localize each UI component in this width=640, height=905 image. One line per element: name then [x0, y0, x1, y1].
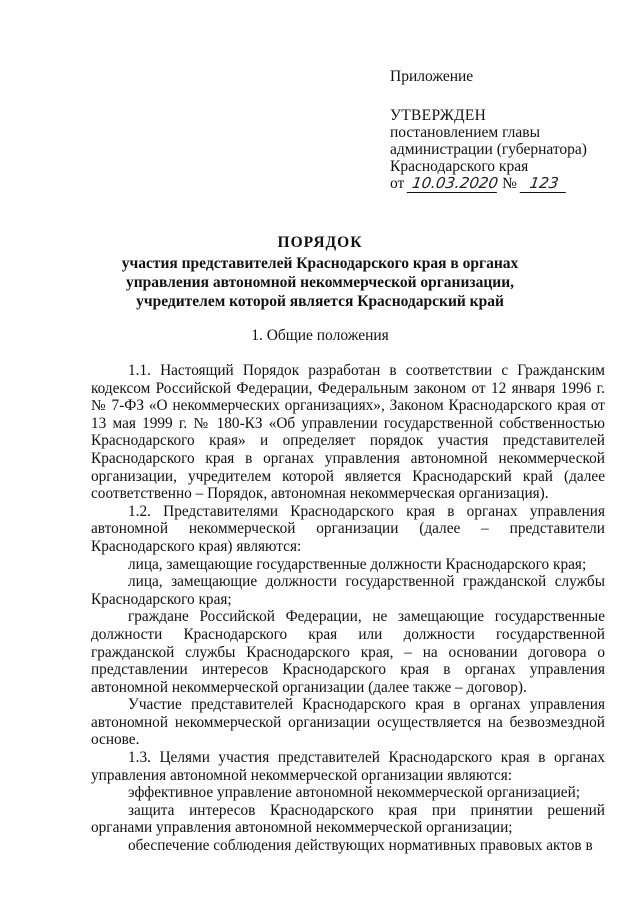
from-label: от — [390, 175, 405, 192]
title-line-1: ПОРЯДОК — [277, 234, 363, 251]
document-title — [80, 233, 560, 311]
date-number-line — [390, 175, 587, 193]
paragraph-list-item: защита интересов Краснодарского края при принятии решений органами управления автономной некоммерческой организации; — [91, 801, 605, 837]
title-line-2: участия представителей Краснодарского края в органах — [121, 255, 519, 272]
approval-block — [390, 68, 587, 193]
paragraph-list-item: обеспечение соблюдения действующих нормативных правовых актов в — [128, 837, 593, 855]
handwritten-number: 123 — [519, 175, 568, 193]
paragraph-1-1: 1.1. Настоящий Порядок разработан в соответствии с Гражданским кодексом Российской Федерации, Федеральным законом от 12 января 1996 г. № 7-ФЗ «О некоммерческих организациях», Законом Краснодарского края от 13 мая 1999 г. № 180-КЗ «Об управлении государственной собственностью Краснодарского края» и определяет порядок участия представителей Краснодарского края в органах управления автономной некоммерческой организации, учредителем которой является Краснодарский край (далее соответственно – Порядок, автономная некоммерческая организация). — [91, 362, 605, 503]
appendix-label: Приложение — [390, 68, 474, 85]
paragraph-list-item: лица, замещающие государственные должности Краснодарского края; — [128, 555, 587, 573]
title-line-4: учредителем которой является Краснодарский край — [136, 293, 504, 310]
paragraph-list-item: граждане Российской Федерации, не замещающие государственные должности Краснодарского края или должности государственной гражданской службы Краснодарского края, – на основании договора о представлении интересов Краснодарского края в органах управления автономной некоммерческой организации (далее также – договор). — [91, 608, 605, 696]
paragraph-list-item: лица, замещающие должности государственной гражданской службы Краснодарского края; — [91, 573, 605, 608]
number-label: № — [502, 175, 517, 192]
paragraph-1-3: 1.3. Целями участия представителей Краснодарского края в органах управления автономной некоммерческой организации являются: — [91, 749, 605, 784]
approved-label: УТВЕРЖДЕН — [390, 107, 487, 124]
approval-line-1: постановлением главы — [390, 124, 540, 141]
handwritten-date: 10.03.2020 — [407, 175, 500, 193]
paragraph-free-basis: Участие представителей Краснодарского края в органах управления автономной некоммерческой организации осуществляется на безвозмездной основе. — [91, 696, 605, 749]
approval-line-2: администрации (губернатора) — [390, 141, 587, 158]
paragraph-1-2: 1.2. Представителями Краснодарского края в органах управления автономной некоммерческой организации (далее – представители Краснодарского края) являются: — [91, 502, 605, 555]
paragraph-list-item: эффективное управление автономной некоммерческой организацией; — [128, 784, 581, 802]
section-heading: 1. Общие положения — [251, 327, 389, 344]
body-text — [91, 362, 605, 855]
approval-line-3: Краснодарского края — [390, 158, 529, 175]
title-line-3: управления автономной некоммерческой организации, — [125, 274, 515, 291]
